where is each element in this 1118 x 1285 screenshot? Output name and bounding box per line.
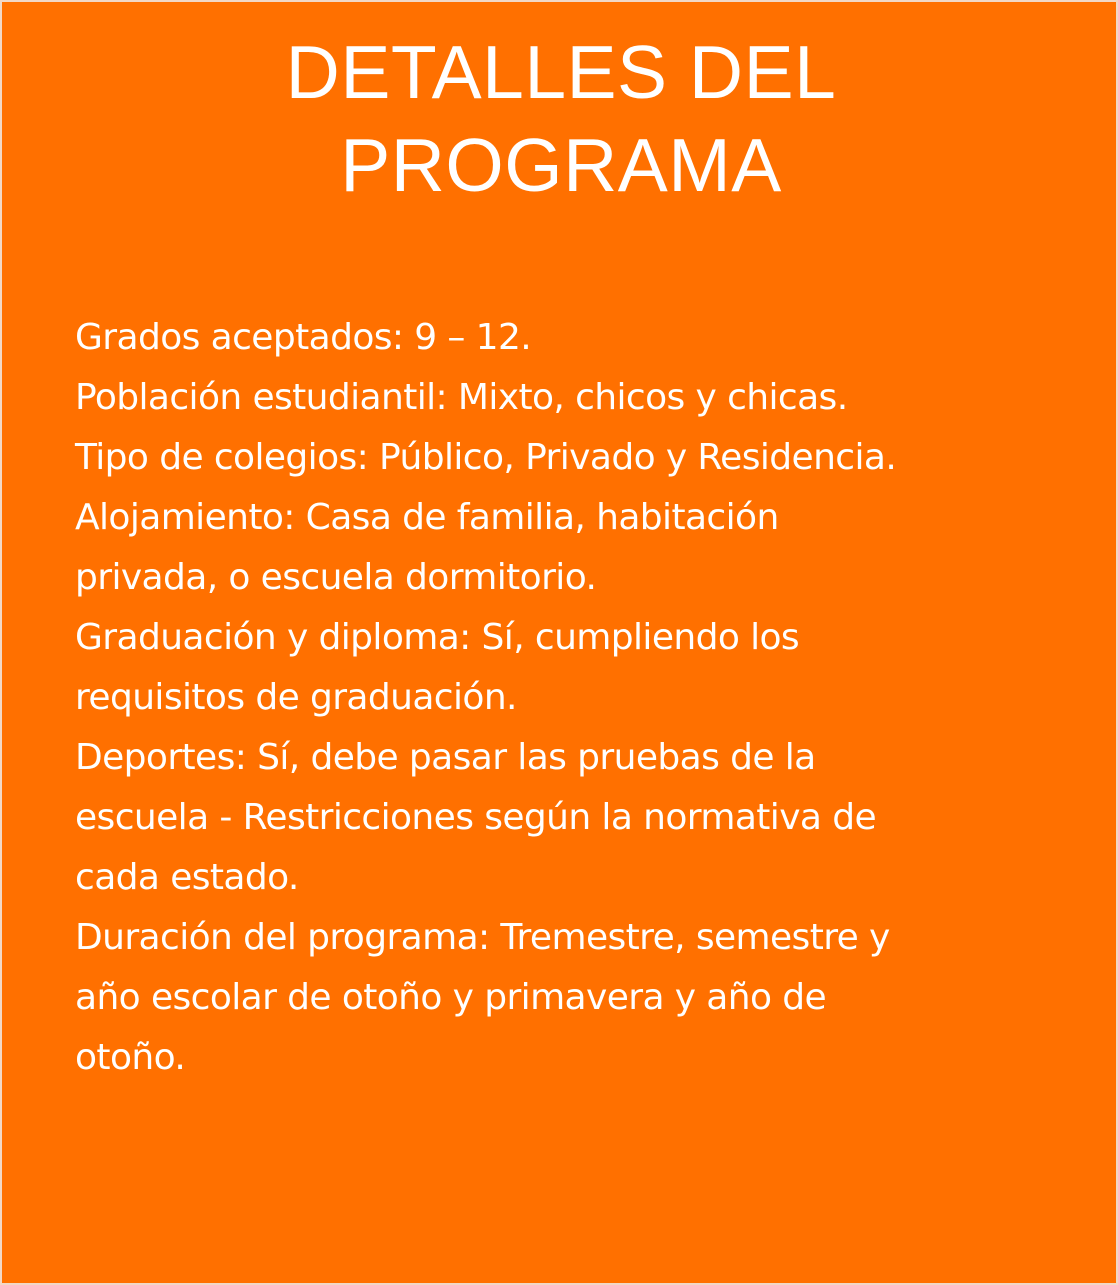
detail-grados — [75, 308, 1075, 368]
detail-line: Población estudiantil: Mixto, chicos y chicas. — [75, 377, 848, 418]
detail-line: escuela - Restricciones según la normativa de — [75, 797, 877, 838]
detail-line: Duración del programa: Tremestre, semestre y — [75, 917, 890, 958]
detail-line: cada estado. — [75, 857, 299, 898]
detail-line: otoño. — [75, 1037, 186, 1078]
detail-line: privada, o escuela dormitorio. — [75, 557, 597, 598]
detail-graduacion — [75, 608, 1075, 728]
page-title — [2, 26, 1118, 212]
detail-poblacion — [75, 368, 1075, 428]
detail-alojamiento — [75, 488, 1075, 608]
detail-line: Alojamiento: Casa de familia, habitación — [75, 497, 779, 538]
title-line-2: PROGRAMA — [340, 123, 782, 207]
detail-line: requisitos de graduación. — [75, 677, 517, 718]
detail-line: Tipo de colegios: Público, Privado y Residencia. — [75, 437, 897, 478]
detail-duracion — [75, 908, 1075, 1088]
detail-line: año escolar de otoño y primavera y año de — [75, 977, 827, 1018]
detail-deportes — [75, 728, 1075, 908]
detail-line: Graduación y diploma: Sí, cumpliendo los — [75, 617, 800, 658]
detail-line: Grados aceptados: 9 – 12. — [75, 317, 532, 358]
title-line-1: DETALLES DEL — [285, 30, 837, 114]
detail-tipo-colegios — [75, 428, 1075, 488]
detail-line: Deportes: Sí, debe pasar las pruebas de la — [75, 737, 816, 778]
details-list — [75, 308, 1075, 1088]
